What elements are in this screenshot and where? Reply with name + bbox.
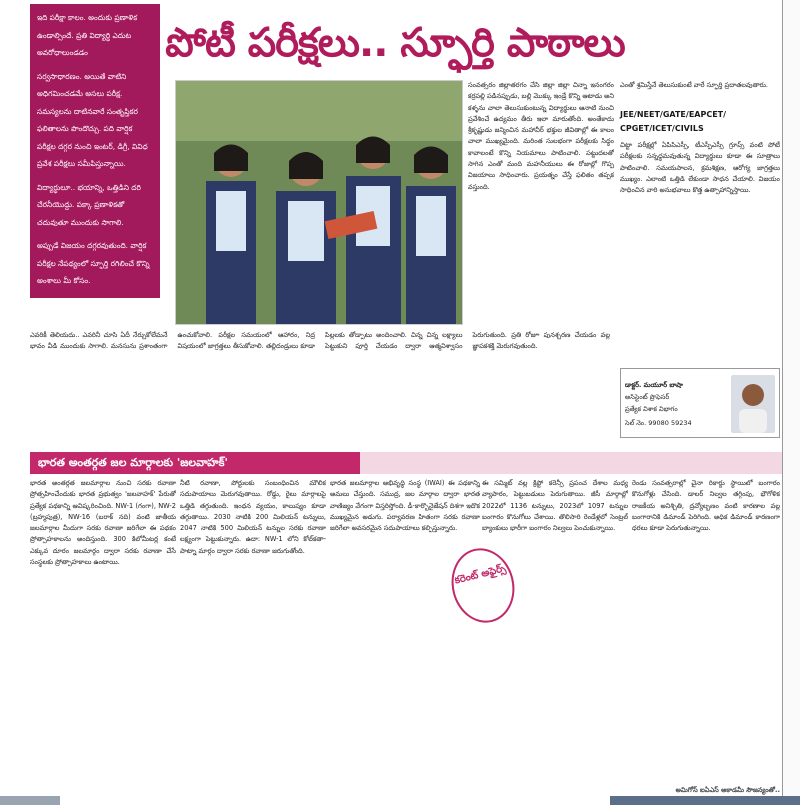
article-column: నీటి రవాణా, పోర్టులకు సంబంధించిన మౌలిక సదుపాయాలు మెరుగవుతాయి. రోడ్డు, రైలు మార్గాలపై ఒత్తిడి తగ్గుతుంది. ఇంధన వ్యయం, కాలుష్యం కూడా తగ్గుతాయి. 2030 నాటికి 200 మిలియన్ టన్నులు, 2047 నాటికి 500 మిలియన్ టన్నుల సరకు రవాణా లక్ష్యంగా పెట్టుకున్నారు. ఉదా: NW-1 లోని కోల్‌కతా-పాట్నా మార్గం ద్వారా సరకు రవాణా జరుగుతోంది. xyxy=(180,479,326,555)
article-column: ఈ సమ్మిట్ వల్ల క్రిప్టో కరెన్సీ ప్రపంచ దేశాల మధ్య వ్యాపారం, పెట్టుబడులు పెరుగుతాయి. జీసీ మార్గాల్లో 2022లో 1136 టన్నులు, 2023లో 1097 టన్నుల బంగారం కొనుగోలు చేశాయి. తొలిసారి రెండేళ్లలో సెంట్రల్ బ్యాంకులు భారీగా బంగారం నిల్వలు పెంచుకున్నాయి. xyxy=(482,479,628,533)
author-box xyxy=(620,368,780,438)
author-name: డాక్టర్. మయూర్ బాషా xyxy=(625,381,683,389)
intro-paragraph: అప్పుడే విజయం దగ్గరవుతుంది. వార్షిక పరీక్షల నేపథ్యంలో స్ఫూర్తి రగిలించే కొన్ని అంశాలు మీ కోసం. xyxy=(37,241,150,285)
intro-paragraph: విద్యార్థులూ.. భయాన్ని, ఒత్తిడిని దరి చేరనీయొద్దు. పక్కా ప్రణాళికతో చదువుతూ ముందుకు సాగాలి. xyxy=(37,182,141,227)
article-column: భారత అంతర్గత జలమార్గాల నుంచి సరకు రవాణా ప్రోత్సహించేందుకు భారత ప్రభుత్వం 'జలవాహక్' పేరుతో ప్రత్యేక పథకాన్ని ఆవిష్కరించింది. NW-1 (గంగా), NW-2 (బ్రహ్మపుత్ర), NW-16 (బరాక్ నది) వంటి జాతీయ జలమార్గాల మీదుగా సరకు రవాణా జరిగేలా ఈ పథకం ప్రోత్సాహకాలను అందిస్తుంది. 300 కిలోమీటర్ల కంటే ఎక్కువ దూరం జలమార్గం ద్వారా సరకు రవాణా చేసే సంస్థలకు ప్రోత్సాహకాలు ఉంటాయి. xyxy=(30,479,176,567)
exam-list: JEE/NEET/GATE/EAPCET/ CPGET/ICET/CIVILS xyxy=(620,110,727,133)
article-body: ఎవరికీ తెలియదు.. ఎవరినీ చూసి ఏదీ నేర్చుకోలేమనే భావం వీడి ముందుకు సాగాలి. మనసును ప్రశాంతంగా ఉంచుకోవాలి. పరీక్షల సమయంలో ఆహారం, నిద్ర విషయంలో జాగ్రత్తలు తీసుకోవాలి. తల్లిదండ్రులు కూడా పిల్లలకు తోడ్పాటు అందించాలి. చిన్న చిన్న లక్ష్యాలు పెట్టుకుని పూర్తి చేయడం ద్వారా ఆత్మవిశ్వాసం పెరుగుతుంది. ప్రతి రోజూ పునశ్చరణ చేయడం వల్ల జ్ఞాపకశక్తి మెరుగవుతుంది. xyxy=(30,331,610,351)
students-photo xyxy=(175,80,463,325)
article-column: సంవత్సరం జిల్లాతరగం చేసి జిల్లా జిల్లా చిన్నా ఇనంగరం కర్రపల్లి పడినప్పుడు, బల్లి మొక్కు ఇండ్రే కొన్ని ఆటాడు అని కళ్ళను చాలా తెలుసుకుంటున్న విద్యార్థులు ఆనాటి నుంచి ప్రవేశించే ఉద్యమం తీరు ఇలా మారుతోంది. అంతేకాదు శ్రీకృష్ణుడు జన్మించిన మహావీర్ భక్తుల జీవితాల్లో ఈ కాలం చాలా ముఖ్యమైంది. మరింత సులభంగా పరీక్షలకు సిద్ధం కావాలంటే కొన్ని నియమాలు పాటించాలి. పట్టుదలతో సాగిన ఎంతో మంది మహనీయులు ఈ రోజుల్లో గొప్ప విజయాలు సాధించారు. ప్రయత్నం చేస్తే ఫలితం తప్పక వస్తుంది. xyxy=(468,81,614,191)
author-org: ప్రత్యేక విశాక విభాగం xyxy=(625,405,678,413)
bottom-mark-right xyxy=(610,796,800,805)
bottom-mark-left xyxy=(0,796,60,805)
intro-paragraph: ఇది పరీక్షా కాలం. అందుకు ప్రణాళిక ఉండాల్సిందే. ప్రతి విద్యార్థి ఎదుట అవరోధాలుండడం xyxy=(37,13,138,57)
section-title: భారత అంతర్గత జల మార్గాలకు 'జలవాహక్' xyxy=(30,452,360,474)
author-phone: సెల్ నెం. 99080 59234 xyxy=(625,419,692,427)
intro-paragraph: సర్వసాధారణం. అయితే వాటిని అధిగమించడమే అసలు పరీక్ష. సమస్యలను దాటినవారే సంతృప్తికర ఫలితాలను పొందొచ్చు. పది వార్షిక పరీక్షల దగ్గర నుంచి ఇంటర్, డిగ్రీ, వివిధ ప్రవేశ పరీక్షలు సమీపిస్తున్నాయి. xyxy=(37,71,148,168)
article-column: భారత జలమార్గాల అభివృద్ధి సంస్థ (IWAI) ఈ పథకాన్ని అమలు చేస్తుంది. సముద్ర, జల మార్గాల ద్వారా భారత వాణిజ్యం వేగంగా విస్తరిస్తోంది. డీ-కార్బొనైజేషన్ దిశగా ఇదొక ముఖ్యమైన అడుగు. పర్యావరణ హితంగా సరకు రవాణా జరిగేలా అవసరమైన సదుపాయాలు కల్పిస్తున్నారు. xyxy=(330,479,480,533)
article-column: ఎంతో శ్రమిస్తేనే తెలుసుకుంటే వారే స్ఫూర్తి ప్రదాతలవుతారు. xyxy=(620,81,768,89)
badge-text: కరెంట్ అఫైర్స్ xyxy=(453,563,508,587)
author-avatar xyxy=(731,375,775,433)
article-column: చిట్టా పరీక్షల్లో ఏపిపిఎస్సీ, టీఎస్పీఎస్సీ గ్రూప్స్ వంటి పోటీ పరీక్షలకు సన్నద్ధమవుతున్న విద్యార్థులు కూడా ఈ సూత్రాలు పాటించాలి. సమయపాలన, క్రమశిక్షణ, ఆరోగ్య జాగ్రత్తలు ముఖ్యం. ఎలాంటి ఒత్తిడి లేకుండా సాధన చేయాలి. విజయం సాధించిన వారి అనుభవాలు కొత్త ఉత్సాహాన్నిస్తాయి. xyxy=(620,141,780,195)
article-column: రెండు సంవత్సరాల్లో చైనా రికార్డు స్థాయిలో బంగారం కొనుగోళ్లు చేసింది. డాలర్ నిల్వల తగ్గింపు, భౌగోళిక రాజకీయ అనిశ్చితి, ద్రవ్యోల్బణం వంటి కారణాల వల్ల బంగారానికి డిమాండ్ పెరిగింది. అధిక డిమాండ్ కారణంగా ధరలు కూడా పెరుగుతున్నాయి. xyxy=(632,479,780,533)
right-edge-strip xyxy=(782,0,800,805)
intro-box xyxy=(30,4,160,298)
source-credit: అమిగోస్ ఐఏఎస్ అకాడమీ సౌజన్యంతో.. xyxy=(675,786,780,794)
author-role: అసిస్టెంట్ ప్రొఫెసర్ xyxy=(625,393,670,401)
page-title: పోటీ పరీక్షలు.. స్ఫూర్తి పాఠాలు xyxy=(165,20,625,66)
